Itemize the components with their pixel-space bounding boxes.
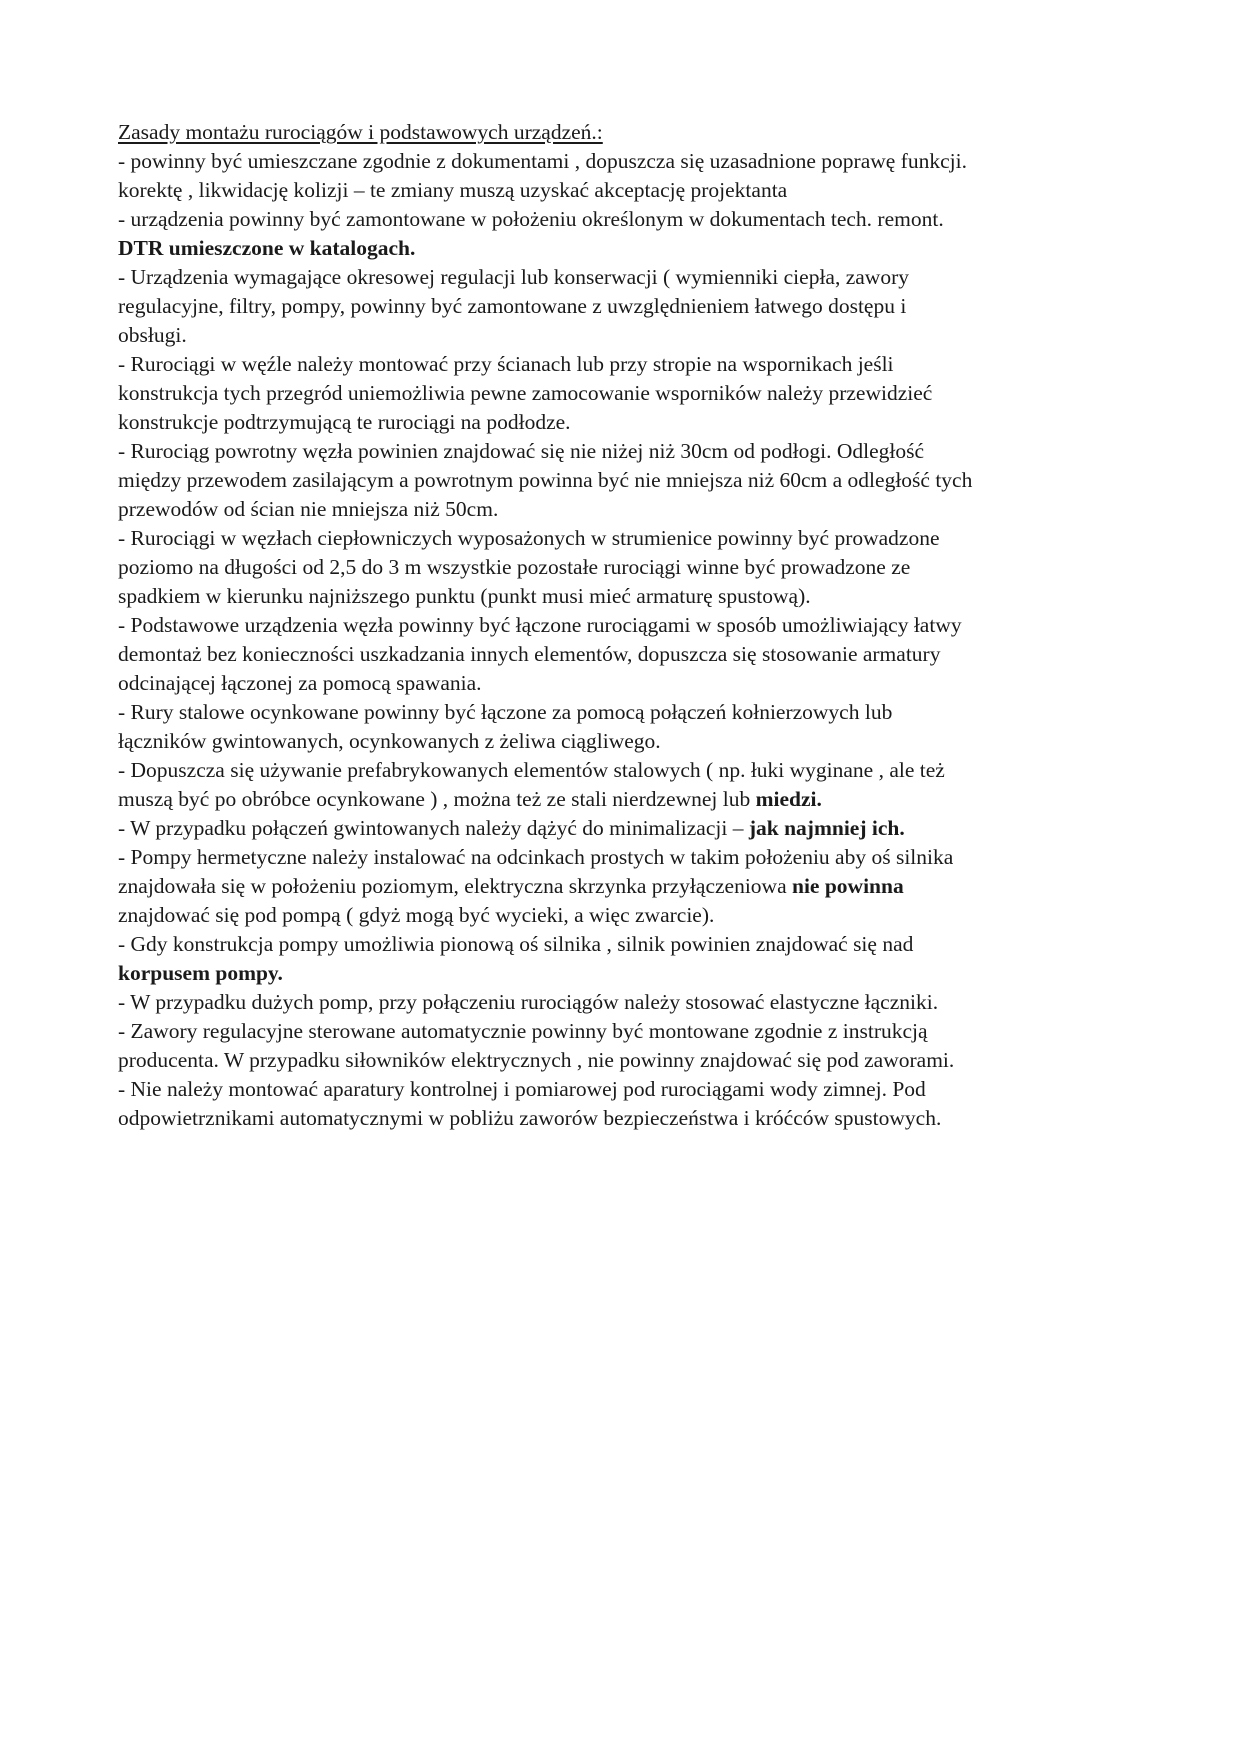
text-line [118, 669, 1128, 698]
text-line [118, 611, 1128, 640]
text-line [118, 814, 1128, 843]
text-run: - Rurociąg powrotny węzła powinien znajdować się nie niżej niż 30cm od podłogi. Odległość [118, 439, 925, 463]
bold-text: jak najmniej ich. [748, 816, 905, 840]
text-run: - Zawory regulacyjne sterowane automatycznie powinny być montowane zgodnie z instrukcją [118, 1019, 928, 1043]
text-run: - Podstawowe urządzenia węzła powinny być łączone rurociągami w sposób umożliwiający łatwy [118, 613, 962, 637]
list-item [118, 1017, 1128, 1075]
text-run: poziomo na długości od 2,5 do 3 m wszystkie pozostałe rurociągi winne być prowadzone ze [118, 555, 911, 579]
bold-text: miedzi. [755, 787, 822, 811]
text-run: - Rurociągi w węzłach ciepłowniczych wyposażonych w strumienice powinny być prowadzone [118, 526, 940, 550]
text-line [118, 321, 1128, 350]
text-line [118, 959, 1128, 988]
text-line [118, 988, 1128, 1017]
text-run: odpowietrznikami automatycznymi w pobliżu zaworów bezpieczeństwa i króćców spustowych. [118, 1106, 942, 1130]
text-run: znajdować się pod pompą ( gdyż mogą być wycieki, a więc zwarcie). [118, 903, 715, 927]
text-line [118, 1046, 1128, 1075]
list-item [118, 611, 1128, 698]
list-item [118, 350, 1128, 437]
text-line [118, 234, 1128, 263]
text-line [118, 640, 1128, 669]
text-run: łączników gwintowanych, ocynkowanych z żeliwa ciągliwego. [118, 729, 661, 753]
text-line [118, 930, 1128, 959]
document-body [118, 118, 1128, 1133]
list-item [118, 698, 1128, 756]
text-line [118, 466, 1128, 495]
text-line [118, 147, 1128, 176]
text-line [118, 843, 1128, 872]
text-run: - Rurociągi w węźle należy montować przy ścianach lub przy stropie na wspornikach jeśli [118, 352, 894, 376]
text-run: - powinny być umieszczane zgodnie z dokumentami , dopuszcza się uzasadnione poprawę funkcji. [118, 149, 967, 173]
text-run: - Nie należy montować aparatury kontrolnej i pomiarowej pod rurociągami wody zimnej. Pod [118, 1077, 926, 1101]
text-line [118, 1075, 1128, 1104]
list-item [118, 263, 1128, 350]
text-line [118, 263, 1128, 292]
text-line [118, 495, 1128, 524]
list-item [118, 930, 1128, 988]
list-item [118, 843, 1128, 930]
text-run: - Rury stalowe ocynkowane powinny być łączone za pomocą połączeń kołnierzowych lub [118, 700, 893, 724]
list-item [118, 147, 1128, 205]
text-run: - Dopuszcza się używanie prefabrykowanych elementów stalowych ( np. łuki wyginane , ale też [118, 758, 945, 782]
text-run: demontaż bez konieczności uszkadzania innych elementów, dopuszcza się stosowanie armatury [118, 642, 941, 666]
text-run: znajdowała się w położeniu poziomym, elektryczna skrzynka przyłączeniowa [118, 874, 792, 898]
paragraph-list [118, 147, 1128, 1133]
bold-text: nie powinna [792, 874, 904, 898]
list-item [118, 988, 1128, 1017]
text-run: między przewodem zasilającym a powrotnym powinna być nie mniejsza niż 60cm a odległość tych [118, 468, 973, 492]
list-item [118, 205, 1128, 263]
text-run: odcinającej łączonej za pomocą spawania. [118, 671, 482, 695]
text-line [118, 872, 1128, 901]
text-run: korektę , likwidację kolizji – te zmiany muszą uzyskać akceptację projektanta [118, 178, 788, 202]
text-run: obsługi. [118, 323, 187, 347]
text-line [118, 292, 1128, 321]
list-item [118, 1075, 1128, 1133]
text-line [118, 901, 1128, 930]
text-line [118, 553, 1128, 582]
text-run: przewodów od ścian nie mniejsza niż 50cm. [118, 497, 499, 521]
text-line [118, 205, 1128, 234]
text-line [118, 582, 1128, 611]
text-run: konstrukcja tych przegród uniemożliwia pewne zamocowanie wsporników należy przewidzieć [118, 381, 933, 405]
text-run: spadkiem w kierunku najniższego punktu (punkt musi mieć armaturę spustową). [118, 584, 811, 608]
text-run: - Pompy hermetyczne należy instalować na odcinkach prostych w takim położeniu aby oś silnika [118, 845, 954, 869]
list-item [118, 437, 1128, 524]
text-run: muszą być po obróbce ocynkowane ) , można też ze stali nierdzewnej lub [118, 787, 756, 811]
text-line [118, 698, 1128, 727]
document-heading: Zasady montażu rurociągów i podstawowych urządzeń.: [118, 120, 603, 144]
list-item [118, 756, 1128, 814]
text-run: konstrukcje podtrzymującą te rurociągi na podłodze. [118, 410, 571, 434]
text-line [118, 350, 1128, 379]
text-run: - urządzenia powinny być zamontowane w położeniu określonym w dokumentach tech. remont. [118, 207, 944, 231]
text-line [118, 524, 1128, 553]
text-line [118, 1104, 1128, 1133]
text-run: regulacyjne, filtry, pompy, powinny być zamontowane z uwzględnieniem łatwego dostępu i [118, 294, 907, 318]
list-item [118, 814, 1128, 843]
text-run: - W przypadku połączeń gwintowanych należy dążyć do minimalizacji – [118, 816, 749, 840]
text-run: - W przypadku dużych pomp, przy połączeniu rurociągów należy stosować elastyczne łączniki. [118, 990, 939, 1014]
text-run: producenta. W przypadku siłowników elektrycznych , nie powinny znajdować się pod zaworami. [118, 1048, 955, 1072]
text-line [118, 1017, 1128, 1046]
text-line [118, 437, 1128, 466]
bold-text: korpusem pompy. [118, 961, 283, 985]
text-line [118, 785, 1128, 814]
list-item [118, 524, 1128, 611]
bold-text: DTR umieszczone w katalogach. [118, 236, 416, 260]
text-line [118, 408, 1128, 437]
text-run: - Urządzenia wymagające okresowej regulacji lub konserwacji ( wymienniki ciepła, zawory [118, 265, 909, 289]
text-line [118, 379, 1128, 408]
text-run: - Gdy konstrukcja pompy umożliwia pionową oś silnika , silnik powinien znajdować się nad [118, 932, 914, 956]
text-line [118, 176, 1128, 205]
text-line [118, 756, 1128, 785]
text-line [118, 727, 1128, 756]
